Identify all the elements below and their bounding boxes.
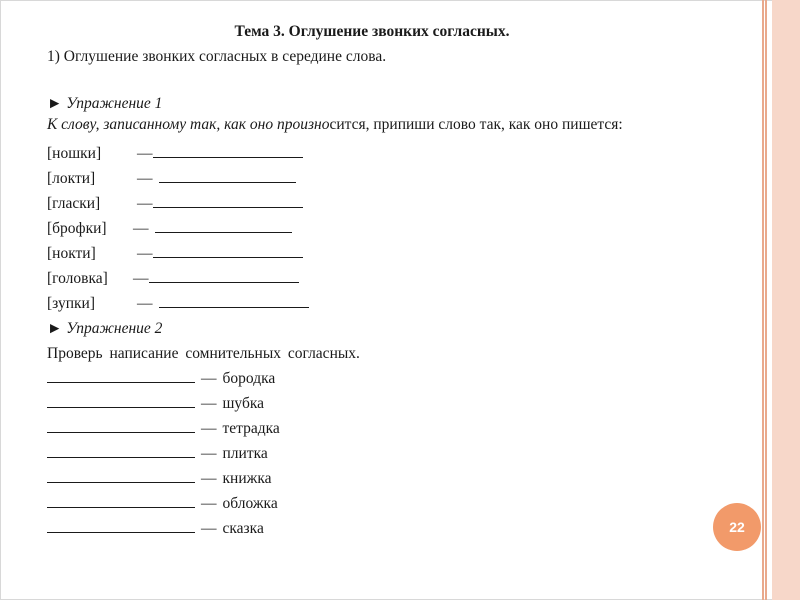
exercise-1-label: Упражнение 1 [66,95,163,112]
dash: — [201,445,217,462]
dash: — [201,420,217,437]
exercise-2-row [47,366,697,391]
arrow-right-icon: ► [47,95,63,112]
answer-blank[interactable] [47,466,195,483]
exercise-2-row [47,441,697,466]
arrow-right-icon: ► [47,320,63,337]
check-word: шубка [222,395,265,412]
exercise-2-row [47,416,697,441]
exercise-2-instruction: Проверь написание сомнительных согласных. [47,345,360,362]
exercise-1-row [47,191,697,216]
exercise-1-row [47,141,697,166]
answer-blank[interactable] [47,491,195,508]
dash: — [201,520,217,537]
exercise-2-row [47,391,697,416]
dash: — [137,145,153,162]
answer-blank[interactable] [155,216,292,233]
answer-blank[interactable] [47,441,195,458]
decor-line [762,0,764,600]
transcription-word: [ношки] [47,145,102,162]
dash: — [137,170,153,187]
check-word: сказка [222,520,264,537]
answer-blank[interactable] [159,291,309,308]
exercise-1-instruction [47,116,697,134]
side-bar [772,0,800,600]
transcription-word: [локти] [47,170,96,187]
answer-blank[interactable] [47,516,195,533]
page-title: Тема 3. Оглушение звонких согласных. [234,23,510,40]
answer-blank[interactable] [149,266,299,283]
check-word: бородка [222,370,276,387]
page-number-badge: 22 [713,503,761,551]
dash: — [133,220,149,237]
dash: — [201,370,217,387]
dash: — [201,495,217,512]
exercise-1-row [47,166,697,191]
answer-blank[interactable] [47,391,195,408]
answer-blank[interactable] [153,141,303,158]
slide-content [47,20,697,541]
exercise-1-row [47,266,697,291]
instruction-rest: сится, припиши слово так, как оно пишется: [329,116,623,133]
instruction-italic: К слову, записанному так, как оно произно [47,116,330,133]
check-word: обложка [222,495,278,512]
exercise-2-row [47,491,697,516]
exercise-1-heading [47,91,697,116]
check-word: плитка [222,445,268,462]
check-word: книжка [222,470,272,487]
dash: — [201,470,217,487]
answer-blank[interactable] [153,241,303,258]
exercise-2-row [47,516,697,541]
exercise-1-row [47,241,697,266]
transcription-word: [брофки] [47,220,107,237]
answer-blank[interactable] [47,416,195,433]
dash: — [133,270,149,287]
exercise-1-row [47,216,697,241]
transcription-word: [головка] [47,270,108,287]
answer-blank[interactable] [47,366,195,383]
transcription-word: [нокти] [47,245,96,262]
exercise-2-row [47,466,697,491]
transcription-word: [гласки] [47,195,101,212]
answer-blank[interactable] [159,166,296,183]
exercise-2-label: Упражнение 2 [66,320,163,337]
dash: — [137,295,153,312]
dash: — [201,395,217,412]
exercise-2-heading [47,316,697,341]
check-word: тетрадка [222,420,280,437]
answer-blank[interactable] [153,191,303,208]
exercise-1-list [47,141,697,316]
dash: — [137,195,153,212]
section-heading: 1) Оглушение звонких согласных в середине слова. [47,48,387,65]
transcription-word: [зупки] [47,295,95,312]
dash: — [137,245,153,262]
decor-line [765,0,767,600]
exercise-1-row [47,291,697,316]
exercise-2-list [47,366,697,541]
